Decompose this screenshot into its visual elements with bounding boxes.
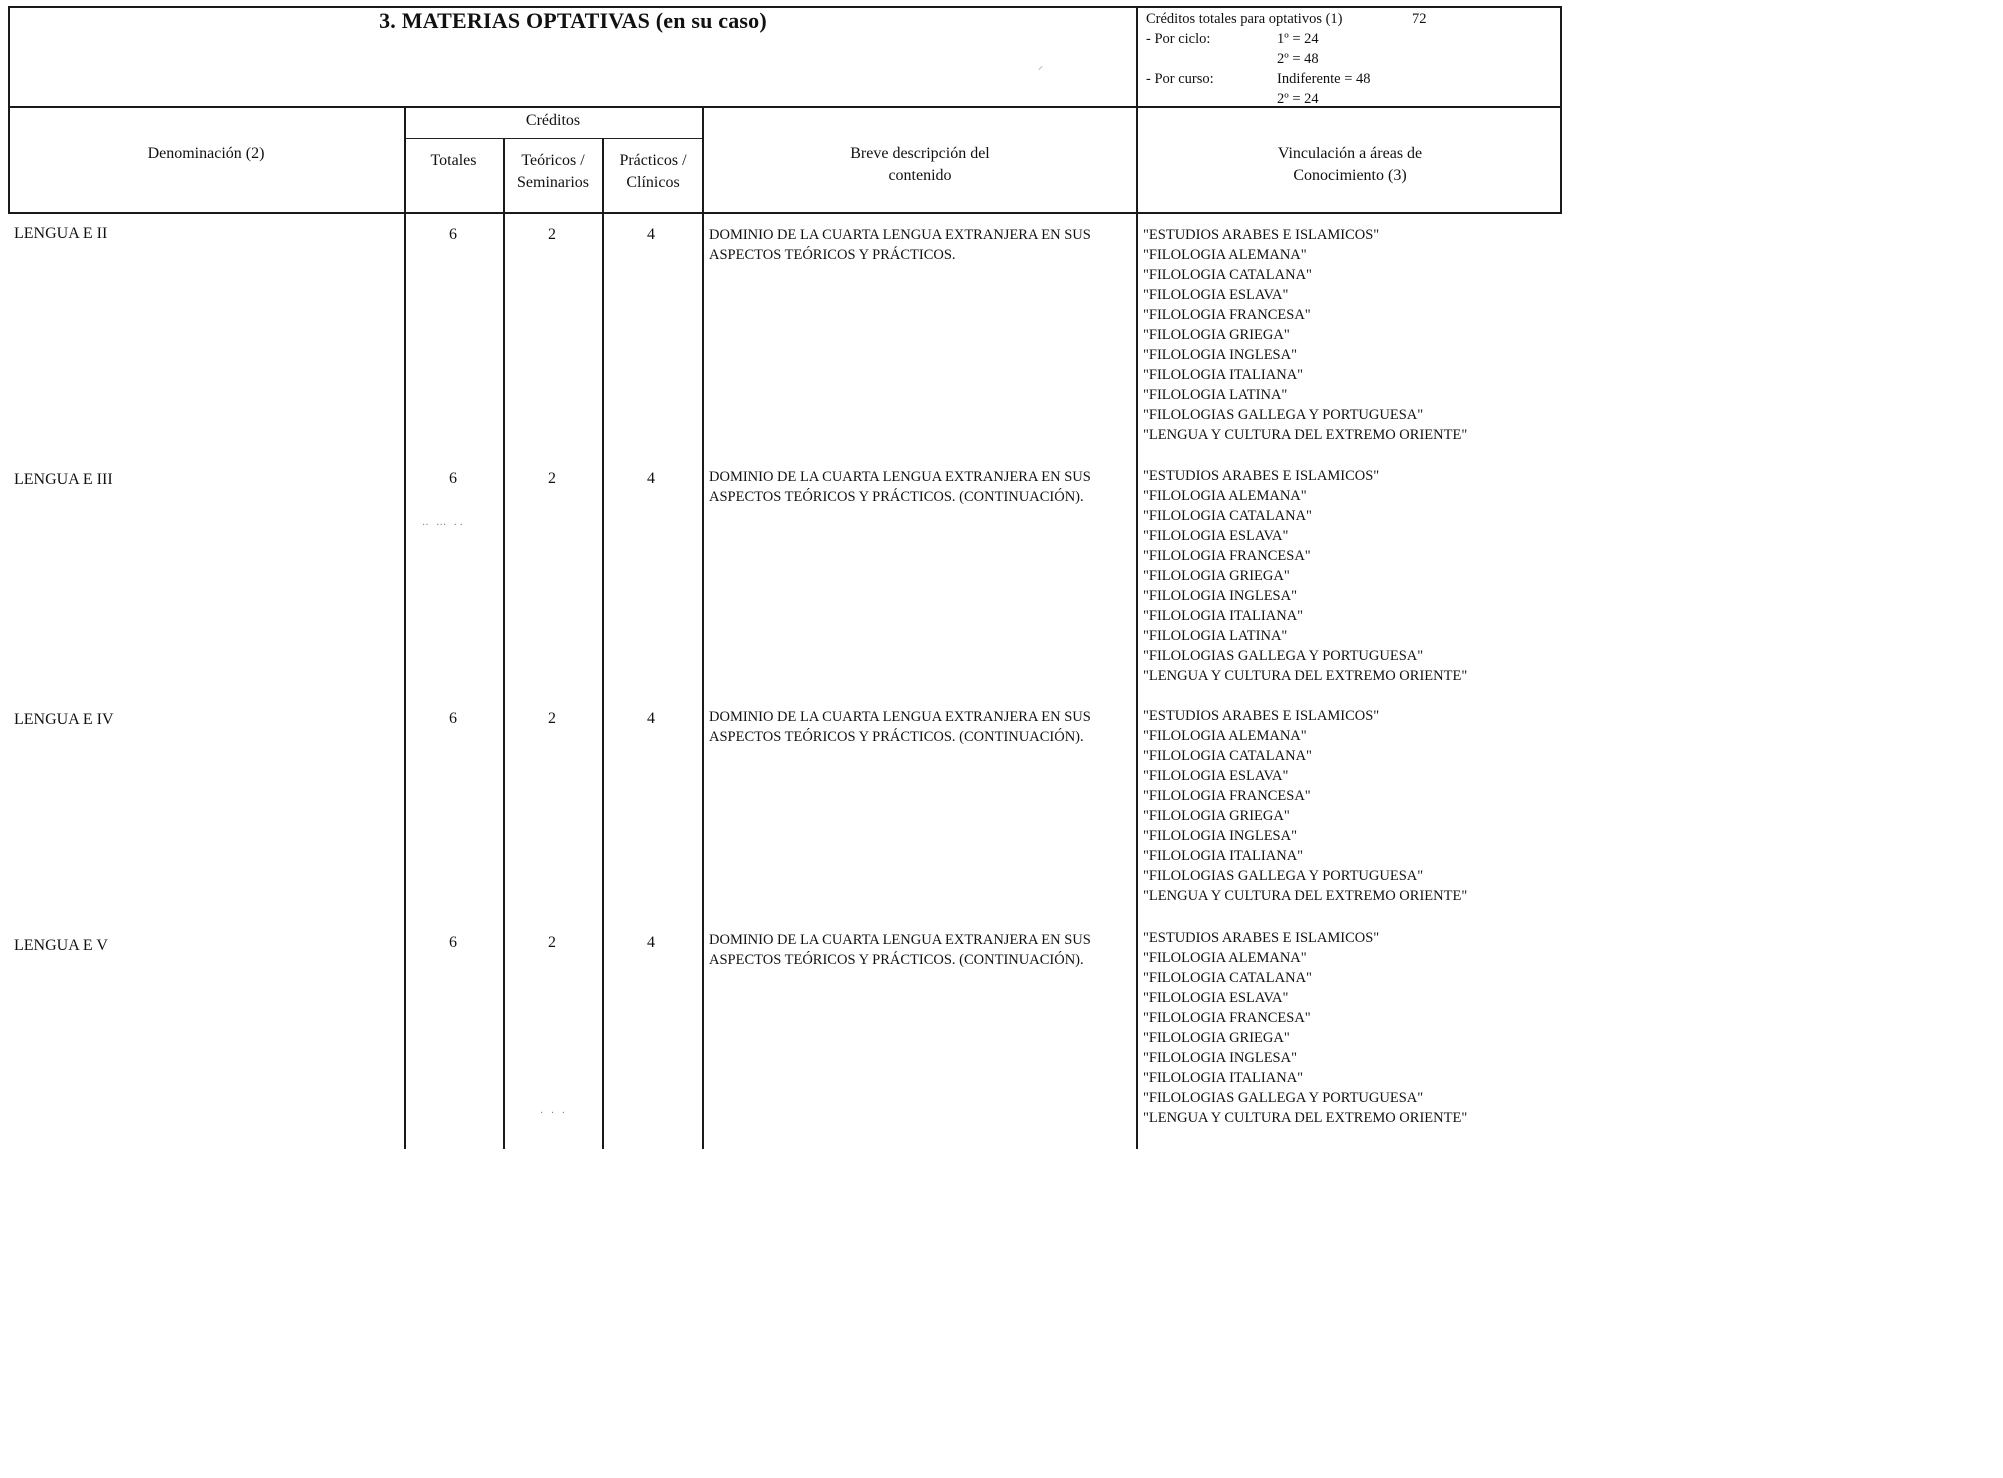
column-divider-practicos <box>602 138 604 1149</box>
area-item: "FILOLOGIAS GALLEGA Y PORTUGUESA" <box>1143 648 1424 664</box>
header-teoricos: Teóricos / Seminarios <box>517 152 589 191</box>
row-teoricos: 2 <box>548 226 556 243</box>
row-descripcion: DOMINIO DE LA CUARTA LENGUA EXTRANJERA EN SUS ASPECTOS TEÓRICOS Y PRÁCTICOS. (CONTINUACIÓN). <box>709 469 1091 505</box>
area-item: "FILOLOGIA ITALIANA" <box>1143 608 1304 624</box>
area-item: "ESTUDIOS ARABES E ISLAMICOS" <box>1143 930 1380 946</box>
area-item: "FILOLOGIA ITALIANA" <box>1143 848 1304 864</box>
area-item: "LENGUA Y CULTURA DEL EXTREMO ORIENTE" <box>1143 427 1468 443</box>
row-areas-list <box>1143 928 1467 1128</box>
area-item: "FILOLOGIA CATALANA" <box>1143 508 1312 524</box>
area-item: "FILOLOGIA FRANCESA" <box>1143 1010 1311 1026</box>
row-teoricos: 2 <box>548 934 556 951</box>
scan-speck: ·· ··· · · <box>422 520 463 531</box>
scan-speck: · · · <box>540 1108 565 1119</box>
area-item: "FILOLOGIA ALEMANA" <box>1143 950 1307 966</box>
area-item: "FILOLOGIA ESLAVA" <box>1143 990 1289 1006</box>
header-creditos: Créditos <box>525 112 581 129</box>
area-item: "FILOLOGIAS GALLEGA Y PORTUGUESA" <box>1143 407 1424 423</box>
table-left-border <box>8 6 10 213</box>
table-right-border <box>1560 6 1562 213</box>
row-descripcion: DOMINIO DE LA CUARTA LENGUA EXTRANJERA EN SUS ASPECTOS TEÓRICOS Y PRÁCTICOS. (CONTINUACIÓN). <box>709 709 1091 745</box>
area-item: "FILOLOGIA ALEMANA" <box>1143 247 1307 263</box>
area-item: "ESTUDIOS ARABES E ISLAMICOS" <box>1143 468 1380 484</box>
row-teoricos: 2 <box>548 710 556 727</box>
area-item: "FILOLOGIAS GALLEGA Y PORTUGUESA" <box>1143 1090 1424 1106</box>
area-item: "LENGUA Y CULTURA DEL EXTREMO ORIENTE" <box>1143 888 1468 904</box>
column-header-bottom-border <box>8 212 1562 214</box>
row-descripcion: DOMINIO DE LA CUARTA LENGUA EXTRANJERA EN SUS ASPECTOS TEÓRICOS Y PRÁCTICOS. <box>709 227 1091 263</box>
header-practicos: Prácticos / Clínicos <box>619 152 687 191</box>
creditos-separator <box>404 138 702 139</box>
area-item: "FILOLOGIAS GALLEGA Y PORTUGUESA" <box>1143 868 1424 884</box>
row-denominacion: LENGUA E IV <box>14 711 114 728</box>
area-item: "FILOLOGIA CATALANA" <box>1143 748 1312 764</box>
row-areas-list <box>1143 466 1467 686</box>
area-item: "LENGUA Y CULTURA DEL EXTREMO ORIENTE" <box>1143 1110 1468 1126</box>
row-practicos: 4 <box>647 934 655 951</box>
area-item: "LENGUA Y CULTURA DEL EXTREMO ORIENTE" <box>1143 668 1468 684</box>
header-separator <box>8 106 1562 108</box>
header-denominacion: Denominación (2) <box>147 145 265 162</box>
row-totales: 6 <box>449 226 457 243</box>
row-practicos: 4 <box>647 710 655 727</box>
row-totales: 6 <box>449 710 457 727</box>
header-descripcion: Breve descripción del contenido <box>850 145 990 184</box>
row-totales: 6 <box>449 934 457 951</box>
area-item: "FILOLOGIA INGLESA" <box>1143 347 1298 363</box>
row-practicos: 4 <box>647 226 655 243</box>
row-areas-list <box>1143 225 1467 445</box>
area-item: "FILOLOGIA FRANCESA" <box>1143 788 1311 804</box>
summary-label: Créditos totales para optativos (1) <box>1146 11 1343 27</box>
summary-mid: Indiferente = 48 <box>1277 71 1371 87</box>
area-item: "FILOLOGIA INGLESA" <box>1143 588 1298 604</box>
area-item: "FILOLOGIA LATINA" <box>1143 387 1288 403</box>
section-title: 3. MATERIAS OPTATIVAS (en su caso) <box>379 8 767 33</box>
scan-speck: ⸝ <box>1038 61 1043 72</box>
column-divider-totales <box>404 106 406 1149</box>
row-denominacion: LENGUA E II <box>14 225 108 242</box>
area-item: "FILOLOGIA INGLESA" <box>1143 828 1298 844</box>
summary-divider <box>1136 6 1138 1149</box>
area-item: "FILOLOGIA ESLAVA" <box>1143 768 1289 784</box>
area-item: "FILOLOGIA LATINA" <box>1143 628 1288 644</box>
area-item: "FILOLOGIA ITALIANA" <box>1143 1070 1304 1086</box>
column-divider-descripcion <box>702 106 704 1149</box>
row-practicos: 4 <box>647 470 655 487</box>
area-item: "FILOLOGIA INGLESA" <box>1143 1050 1298 1066</box>
area-item: "FILOLOGIA FRANCESA" <box>1143 307 1311 323</box>
row-teoricos: 2 <box>548 470 556 487</box>
area-item: "FILOLOGIA ALEMANA" <box>1143 728 1307 744</box>
area-item: "FILOLOGIA ESLAVA" <box>1143 287 1289 303</box>
area-item: "FILOLOGIA GRIEGA" <box>1143 327 1290 343</box>
area-item: "FILOLOGIA ALEMANA" <box>1143 488 1307 504</box>
summary-label: - Por curso: <box>1146 71 1214 87</box>
area-item: "ESTUDIOS ARABES E ISLAMICOS" <box>1143 708 1380 724</box>
summary-mid: 2º = 24 <box>1277 91 1319 107</box>
area-item: "FILOLOGIA CATALANA" <box>1143 970 1312 986</box>
row-denominacion: LENGUA E V <box>14 937 108 954</box>
column-divider-teoricos <box>503 138 505 1149</box>
area-item: "FILOLOGIA CATALANA" <box>1143 267 1312 283</box>
row-areas-list <box>1143 706 1467 906</box>
summary-mid: 1º = 24 <box>1277 31 1319 47</box>
row-descripcion: DOMINIO DE LA CUARTA LENGUA EXTRANJERA EN SUS ASPECTOS TEÓRICOS Y PRÁCTICOS. (CONTINUACIÓN). <box>709 932 1091 968</box>
area-item: "FILOLOGIA GRIEGA" <box>1143 808 1290 824</box>
row-denominacion: LENGUA E III <box>14 471 113 488</box>
area-item: "FILOLOGIA ITALIANA" <box>1143 367 1304 383</box>
summary-label: - Por ciclo: <box>1146 31 1211 47</box>
row-totales: 6 <box>449 470 457 487</box>
summary-mid: 2º = 48 <box>1277 51 1319 67</box>
area-item: "FILOLOGIA FRANCESA" <box>1143 548 1311 564</box>
header-totales: Totales <box>430 152 477 169</box>
summary-value: 72 <box>1412 11 1427 27</box>
area-item: "FILOLOGIA GRIEGA" <box>1143 1030 1290 1046</box>
area-item: "FILOLOGIA ESLAVA" <box>1143 528 1289 544</box>
header-vinculacion: Vinculación a áreas de Conocimiento (3) <box>1277 145 1423 184</box>
area-item: "ESTUDIOS ARABES E ISLAMICOS" <box>1143 227 1380 243</box>
area-item: "FILOLOGIA GRIEGA" <box>1143 568 1290 584</box>
